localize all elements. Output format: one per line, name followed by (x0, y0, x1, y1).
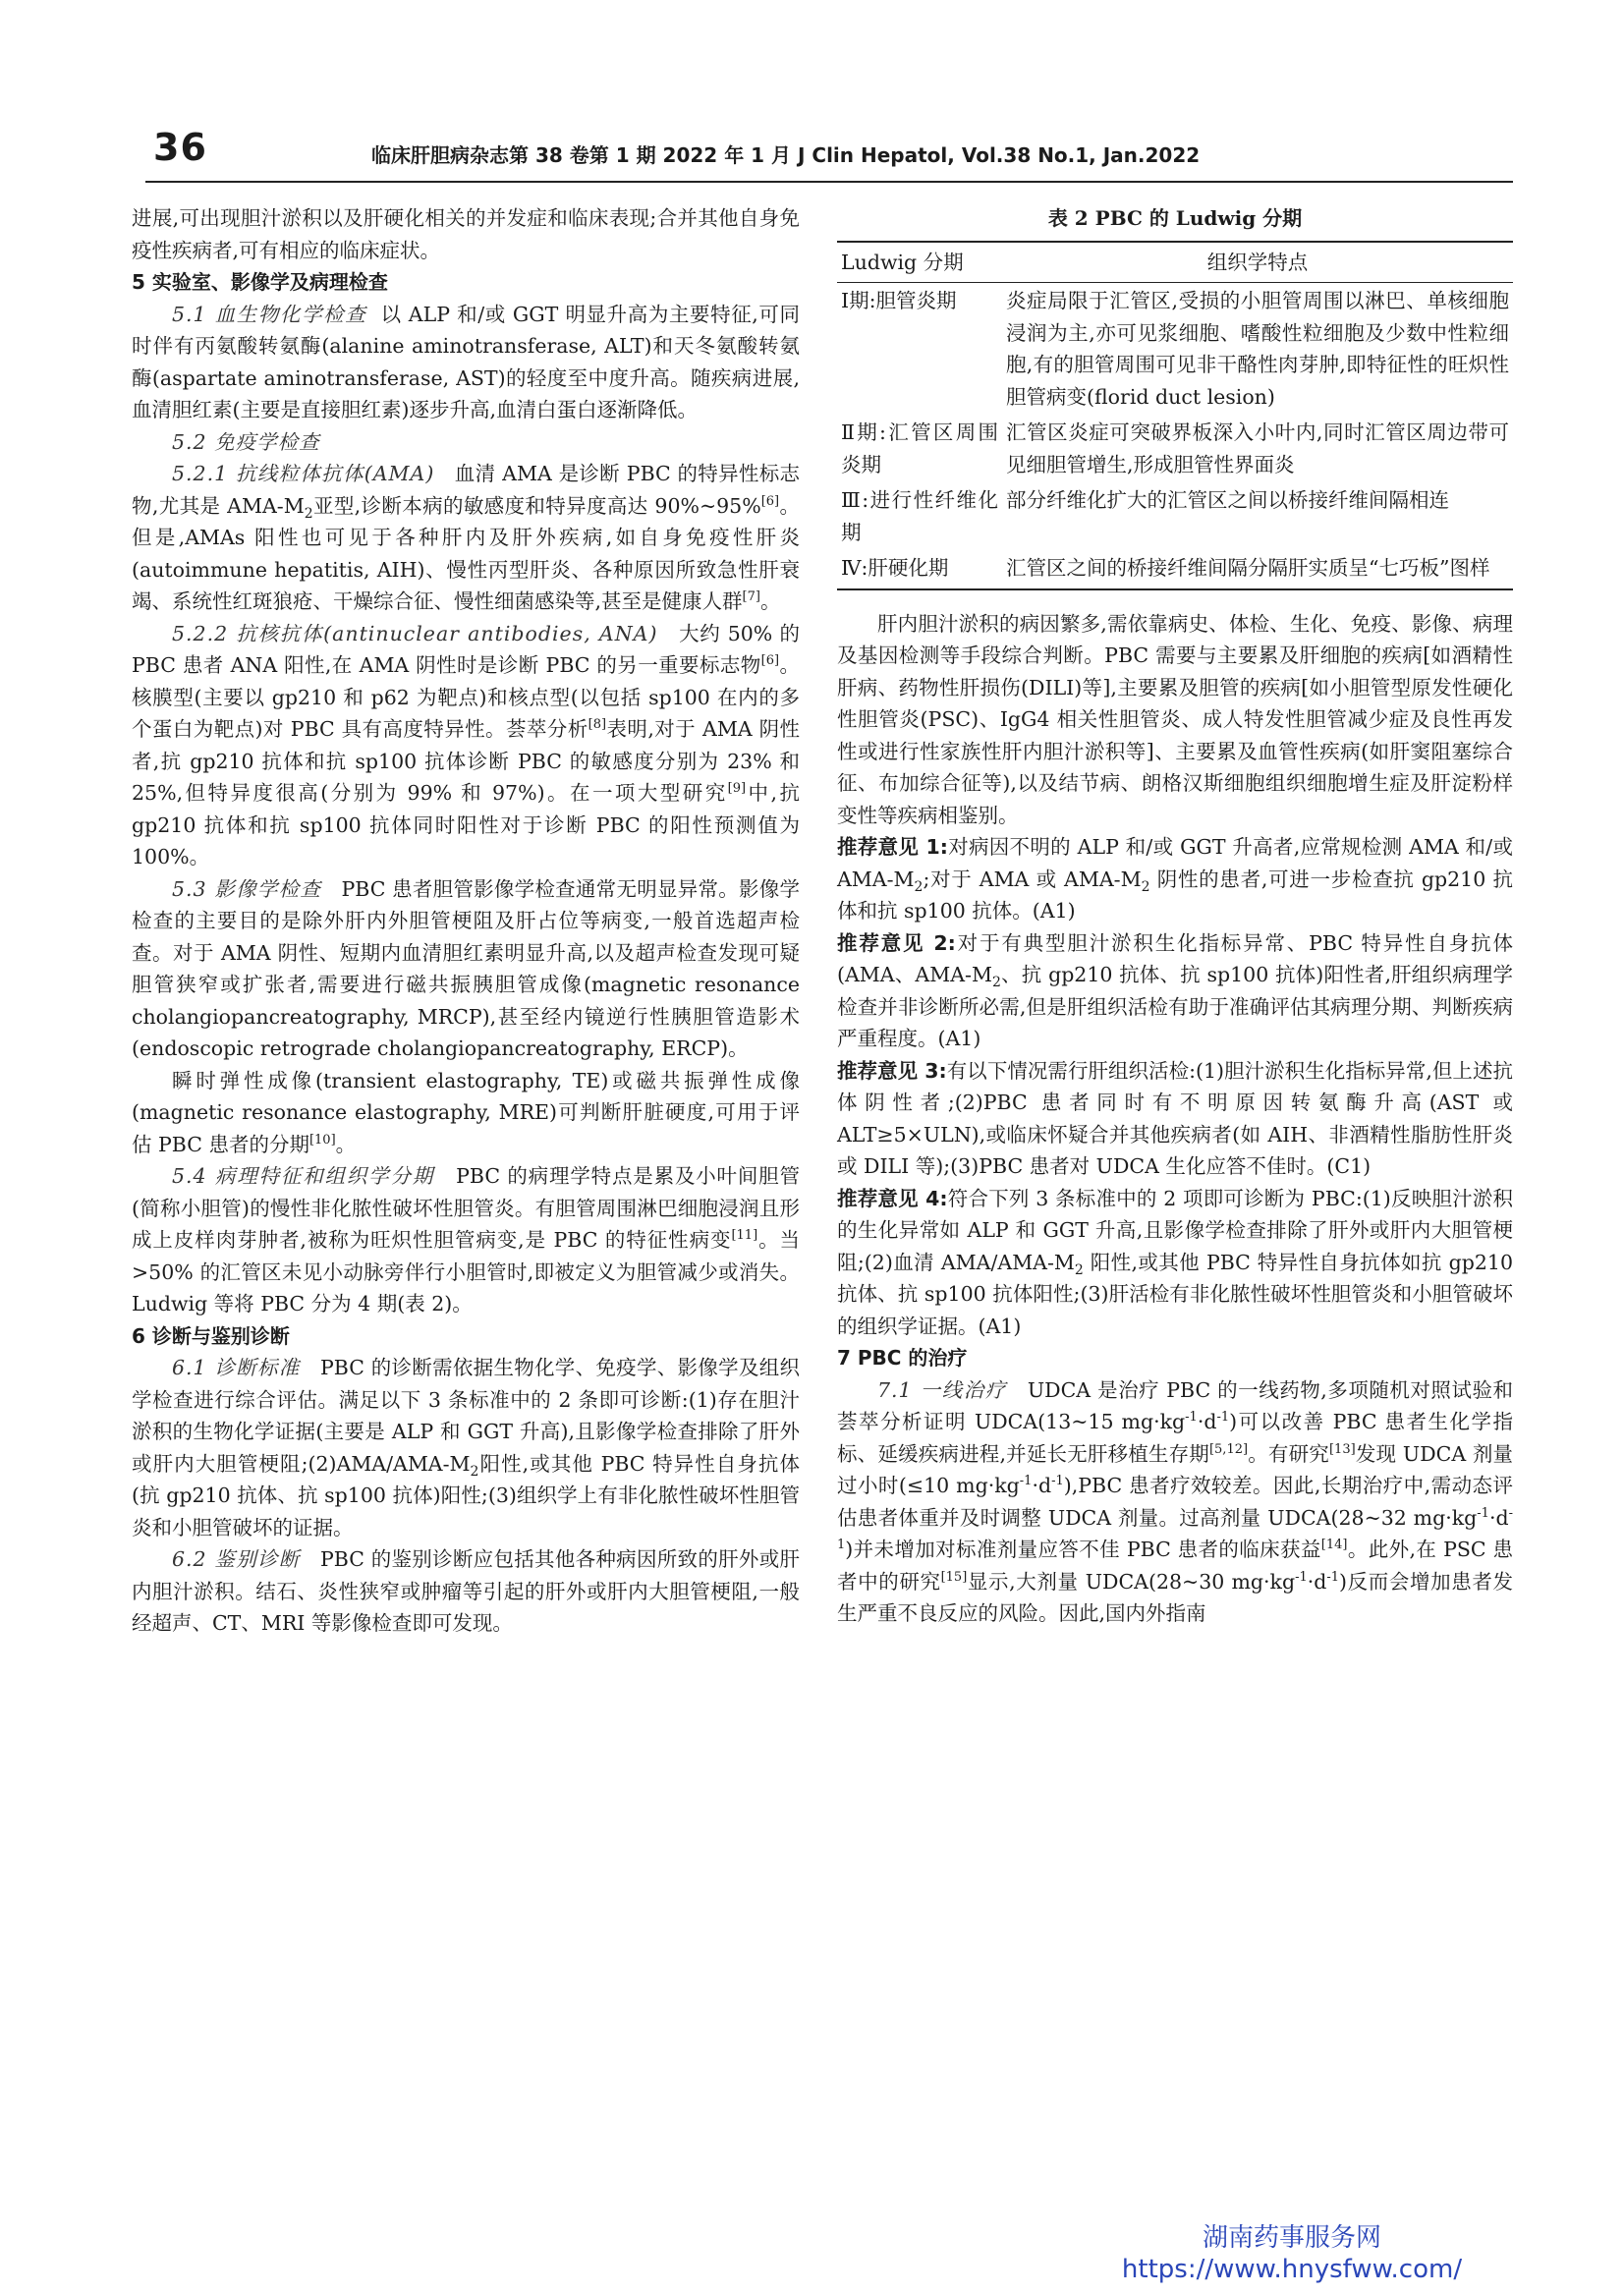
citation-ref[interactable]: [13] (1328, 1441, 1356, 1457)
citation-ref[interactable]: [9] (727, 781, 747, 797)
watermark-url[interactable]: https://www.hnysfww.com/ (1121, 2255, 1463, 2284)
section-6-1 (132, 1352, 800, 1543)
table-header-feature: 组织学特点 (1002, 242, 1513, 283)
section-5-2-1-text-b: 亚型,诊断本病的敏感度和特异度高达 90%~95% (312, 493, 761, 518)
citation-ref[interactable]: [6] (760, 653, 780, 669)
recommendation-2-text-a: 对于有典型胆汁淤积生化指标异常、PBC 特异性自身抗体(AMA、AMA-M (837, 930, 1513, 986)
section-6-1-text-b: 阳性,或其他 PBC 特异性自身抗体(抗 gp210 抗体、抗 sp100 抗体)阳性;(3)组织学上有非化脓性破坏性胆管炎和小胆管破坏的证据。 (132, 1451, 801, 1539)
recommendation-1-text-c: 阴性的患者,可进一步检查抗 gp210 抗体和抗 sp100 抗体。(A1) (837, 867, 1513, 923)
recommendation-3-body: 有以下情况需行肝组织活检:(1)胆汁淤积生化指标异常,但上述抗体阴性者;(2)PBC 患者同时有不明原因转氨酶升高(AST 或 ALT≥5×ULN),或临床怀疑合并其他疾病者(如 AIH、非酒精性脂肪性肝炎或 DILI 等);(3)PBC 患者对 UDCA 生化应答不佳时。(C1) (837, 1058, 1513, 1178)
superscript: -1 (1477, 1505, 1489, 1521)
section-5-2-1-text-d: 。 (759, 589, 781, 613)
ludwig-staging-table (837, 241, 1513, 590)
table-row (837, 283, 1513, 416)
recommendation-4 (837, 1183, 1513, 1343)
recommendation-1-text-b: ;对于 AMA 或 AMA-M (923, 867, 1142, 891)
section-7-1-text: ·d (1197, 1410, 1217, 1433)
section-7-1-text: )并未增加对标准剂量应答不佳 PBC 患者的临床获益 (845, 1538, 1321, 1561)
table-header-stage: Ludwig 分期 (837, 242, 1002, 283)
superscript: -1 (1019, 1474, 1033, 1489)
header-rule (145, 181, 1513, 183)
section-7-1-text: ·d (1032, 1474, 1052, 1497)
section-7-title: 7 PBC 的治疗 (837, 1346, 968, 1370)
subscript: 2 (470, 1463, 479, 1480)
section-6-title: 6 诊断与鉴别诊断 (132, 1323, 290, 1348)
section-6-2 (132, 1543, 800, 1640)
differential-paragraph: 肝内胆汁淤积的病因繁多,需依靠病史、体检、生化、免疫、影像、病理及基因检测等手段综合判断。PBC 需要与主要累及肝细胞的疾病[如酒精性肝病、药物性肝损伤(DILI)等],主要累及胆管的疾病[如小胆管型原发性硬化性胆管炎(PSC)、IgG4 相关性胆管炎、成人特发性胆管减少症及良性再发性或进行性家族性肝内胆汁淤积等]、主要累及血管性疾病(如肝窦阻塞综合征、布加综合征等),以及结节病、朗格汉斯细胞组织细胞增生症及肝淀粉样变性等疾病相鉴别。 (837, 611, 1513, 827)
page-number: 36 (153, 126, 207, 169)
section-7-1-text: ),PBC 患者疗效较差。因此,长期治疗中,需动态评估患者体重并及时调整 UDCA 剂量。过高剂量 UDCA(28~32 mg·kg (837, 1474, 1513, 1530)
section-7-1-text: )可以改善 PBC 患者生化学指标、延缓疾病进程,并延长无肝移植生存期 (837, 1410, 1513, 1466)
section-5-2-2 (132, 618, 800, 873)
left-column (132, 202, 800, 1640)
superscript: -1 (1326, 1569, 1340, 1585)
section-7-1-text: 发现 UDCA 剂量过小时(≤10 mg·kg (837, 1441, 1513, 1497)
journal-citation: 临床肝胆病杂志第 38 卷第 1 期 2022 年 1 月 J Clin Hepatol, Vol.38 No.1, Jan.2022 (371, 143, 1201, 167)
recommendation-4-label: 推荐意见 4: (837, 1186, 948, 1210)
table-row (837, 482, 1513, 550)
table-row (837, 550, 1513, 589)
citation-ref[interactable]: [15] (940, 1569, 968, 1585)
table-cell-stage: Ⅳ:肝硬化期 (837, 550, 1002, 589)
table-row (837, 415, 1513, 482)
section-5-4-text-a: PBC 的病理学特点是累及小叶间胆管(简称小胆管)的慢性非化脓性破坏性胆管炎。有胆管周围淋巴细胞浸润且形成上皮样肉芽肿者,被称为旺炽性胆管病变,是 PBC 的特征性病变 (132, 1164, 800, 1252)
section-5-1 (132, 299, 800, 426)
recommendation-1 (837, 831, 1513, 927)
citation-ref[interactable]: [14] (1320, 1538, 1348, 1553)
table-title: 表 2 PBC 的 Ludwig 分期 (1047, 206, 1303, 230)
recommendation-3 (837, 1055, 1513, 1183)
citation-ref[interactable]: [11] (731, 1228, 758, 1244)
superscript: -1 (1295, 1569, 1308, 1585)
superscript: -1 (1216, 1410, 1230, 1426)
section-5-2-2-text-a: 大约 50% 的 PBC 患者 ANA 阳性,在 AMA 阴性时是诊断 PBC 的另一重要标志物 (132, 621, 800, 677)
section-5-3-paragraph-2 (132, 1065, 800, 1161)
section-7-1-text: ·d (1488, 1505, 1509, 1530)
recommendation-4-text-a: 符合下列 3 条标准中的 2 项即可诊断为 PBC:(1)反映胆汁淤积的生化异常如 ALP 和 GGT 升高,且影像学检查排除了肝外或肝内大胆管梗阻;(2)血清 AMA/AMA-M (837, 1186, 1513, 1274)
recommendation-4-text-b: 阳性,或其他 PBC 特异性自身抗体如抗 gp210 抗体、抗 sp100 抗体阳性;(3)肝活检有非化脓性破坏性胆管炎和小胆管破坏的组织学证据。(A1) (837, 1250, 1513, 1338)
section-5-title: 5 实验室、影像学及病理检查 (132, 270, 388, 294)
section-5-2-2-heading: 5.2.2 抗核抗体(antinuclear antibodies, ANA) (172, 621, 658, 645)
table-header-row (837, 242, 1513, 283)
section-5-3 (132, 873, 800, 1065)
recommendation-2 (837, 927, 1513, 1055)
section-5-2-1-heading: 5.2.1 抗线粒体抗体(AMA) (172, 462, 435, 485)
subscript: 2 (1141, 878, 1150, 895)
citation-ref[interactable]: [8] (588, 717, 607, 733)
table-cell-stage: Ⅰ期:胆管炎期 (841, 289, 957, 312)
section-6-2-body: PBC 的鉴别诊断应包括其他各种病因所致的肝外或肝内胆汁淤积。结石、炎性狭窄或肿瘤等引起的肝外或肝内大胆管梗阻,一般经超声、CT、MRI 等影像检查即可发现。 (132, 1547, 800, 1635)
citation-ref[interactable]: [10] (308, 1132, 336, 1148)
section-5-1-body: 以 ALP 和/或 GGT 明显升高为主要特征,可同时伴有丙氨酸转氨酶(alanine aminotransferase, ALT)和天冬氨酸转氨酶(aspartate aminotransferase, AST)的轻度至中度升高。随疾病进展,血清胆红素(主要是直接胆红素)逐步升高,血清白蛋白逐渐降低。 (132, 302, 801, 421)
table-2 (837, 202, 1513, 590)
table-cell-feature: 炎症局限于汇管区,受损的小胆管周围以淋巴、单核细胞浸润为主,亦可见浆细胞、嗜酸性粒细胞及少数中性粒细胞,有的胆管周围可见非干酪性肉芽肿,即特征性的旺炽性胆管病变(florid duct lesion) (1006, 289, 1509, 409)
section-7-1-text: )反而会增加患者发生严重不良反应的风险。因此,国内外指南 (837, 1569, 1513, 1625)
superscript: -1 (1185, 1410, 1198, 1426)
section-5-3-p2-end: 。 (335, 1132, 357, 1156)
section-5-2-2-text-b: 。核膜型(主要以 gp210 和 p62 为靶点)和核点型(以包括 sp100 在内的多个蛋白为靶点)对 PBC 具有高度特异性。荟萃分析 (132, 653, 801, 741)
subscript: 2 (304, 505, 313, 522)
recommendation-1-label: 推荐意见 1: (837, 835, 948, 859)
section-7-1-text: 显示,大剂量 UDCA(28~30 mg·kg (967, 1569, 1296, 1594)
intro-paragraph: 进展,可出现胆汁淤积以及肝硬化相关的并发症和临床表现;合并其他自身免疫性疾病者,可有相应的临床症状。 (132, 206, 800, 262)
table-cell-feature: 部分纤维化扩大的汇管区之间以桥接纤维间隔相连 (1006, 488, 1449, 512)
recommendation-3-label: 推荐意见 3: (837, 1058, 947, 1083)
section-5-4 (132, 1160, 800, 1320)
section-6-1-heading: 6.1 诊断标准 (172, 1356, 301, 1379)
citation-ref[interactable]: [5,12] (1208, 1441, 1249, 1457)
subscript: 2 (991, 975, 1001, 991)
section-7-1-text: 。有研究 (1248, 1441, 1329, 1466)
recommendation-2-label: 推荐意见 2: (837, 930, 956, 955)
section-5-3-body: PBC 患者胆管影像学检查通常无明显异常。影像学检查的主要目的是除外肝内外胆管梗阻及肝占位等病变,一般首选超声检查。对于 AMA 阴性、短期内血清胆红素明显升高,以及超声检查发现可疑胆管狭窄或扩张者,需要进行磁共振胰胆管成像(magnetic resonance cholangiopancreatography, MRCP),甚至经内镜逆行性胰胆管造影术(endoscopic retrograde cholangiopancreatography, ERCP)。 (132, 876, 800, 1060)
table-cell-stage: Ⅲ:进行性纤维化期 (841, 488, 998, 544)
section-5-2-1-text-a: 血清 AMA 是诊断 PBC 的特异性标志物,尤其是 AMA-M (132, 462, 800, 518)
section-7-1-text: UDCA 是治疗 PBC 的一线药物,多项随机对照试验和荟萃分析证明 UDCA(13~15 mg·kg (837, 1377, 1513, 1433)
section-5-2-1-text-c: 。但是,AMAs 阳性也可见于各种肝内及肝外疾病,如自身免疫性肝炎(autoimmune hepatitis, AIH)、慢性丙型肝炎、各种原因所致急性肝衰竭、系统性红斑狼疮、干燥综合征、慢性细菌感染等,甚至是健康人群 (132, 493, 800, 613)
section-5-2-2-text-d: 中,抗 gp210 抗体和抗 sp100 抗体同时阳性对于诊断 PBC 的阳性预测值为 100%。 (132, 781, 800, 868)
page-header (145, 116, 1513, 187)
section-7-1-text: 。此外,在 PSC 患者中的研究 (837, 1538, 1514, 1594)
right-column (837, 202, 1513, 1630)
superscript: -1 (837, 1505, 1513, 1553)
recommendation-2-text-b: 、抗 gp210 抗体、抗 sp100 抗体)阳性者,肝组织病理学检查并非诊断所必需,但是肝组织活检有助于准确评估其病理分期、判断疾病严重程度。(A1) (837, 963, 1513, 1050)
section-5-2-1 (132, 458, 800, 618)
watermark-site-name: 湖南药事服务网 (1202, 2223, 1381, 2253)
section-7-1-text: ·d (1307, 1569, 1327, 1594)
citation-ref[interactable]: [7] (742, 589, 760, 605)
subscript: 2 (914, 878, 924, 895)
table-cell-stage: Ⅱ期:汇管区周围炎期 (841, 420, 998, 476)
subscript: 2 (1074, 1261, 1084, 1278)
table-cell-feature: 汇管区之间的桥接纤维间隔分隔肝实质呈“七巧板”图样 (1002, 550, 1513, 589)
section-5-2-heading: 5.2 免疫学检查 (172, 429, 320, 454)
section-5-1-heading: 5.1 血生物化学检查 (172, 302, 367, 326)
section-5-4-heading: 5.4 病理特征和组织学分期 (172, 1164, 435, 1188)
section-5-3-p2-text: 瞬时弹性成像(transient elastography, TE)或磁共振弹性成像(magnetic resonance elastography, MRE)可判断肝脏硬度,可用于评估 PBC 患者的分期 (132, 1068, 800, 1156)
table-cell-feature: 汇管区炎症可突破界板深入小叶内,同时汇管区周边带可见细胆管增生,形成胆管性界面炎 (1006, 420, 1509, 476)
superscript: -1 (1051, 1474, 1064, 1489)
section-5-3-heading: 5.3 影像学检查 (172, 876, 322, 901)
section-5-4-text-b: 。当>50% 的汇管区未见小动脉旁伴行小胆管时,即被定义为胆管减少或消失。Ludwig 等将 PBC 分为 4 期(表 2)。 (132, 1228, 800, 1315)
section-6-2-heading: 6.2 鉴别诊断 (172, 1547, 301, 1571)
citation-ref[interactable]: [6] (760, 493, 780, 509)
section-6-1-text-a: PBC 的诊断需依据生物化学、免疫学、影像学及组织学检查进行综合评估。满足以下 3 条标准中的 2 条即可诊断:(1)存在胆汁淤积的生物化学证据(主要是 ALP 和 GGT 升高),且影像学检查排除了肝外或肝内大胆管梗阻;(2)AMA/AMA-M (132, 1356, 800, 1476)
section-7-1-heading: 7.1 一线治疗 (877, 1377, 1007, 1402)
recommendation-1-text-a: 对病因不明的 ALP 和/或 GGT 升高者,应常规检测 AMA 和/或 AMA-M (837, 835, 1513, 891)
site-watermark (1081, 2222, 1503, 2285)
section-7-1 (837, 1374, 1513, 1630)
section-5-2-2-text-c: 表明,对于 AMA 阴性者,抗 gp210 抗体和抗 sp100 抗体诊断 PBC 的敏感度分别为 23% 和 25%,但特异度很高(分别为 99% 和 97%)。在一项大型研究 (132, 717, 800, 805)
